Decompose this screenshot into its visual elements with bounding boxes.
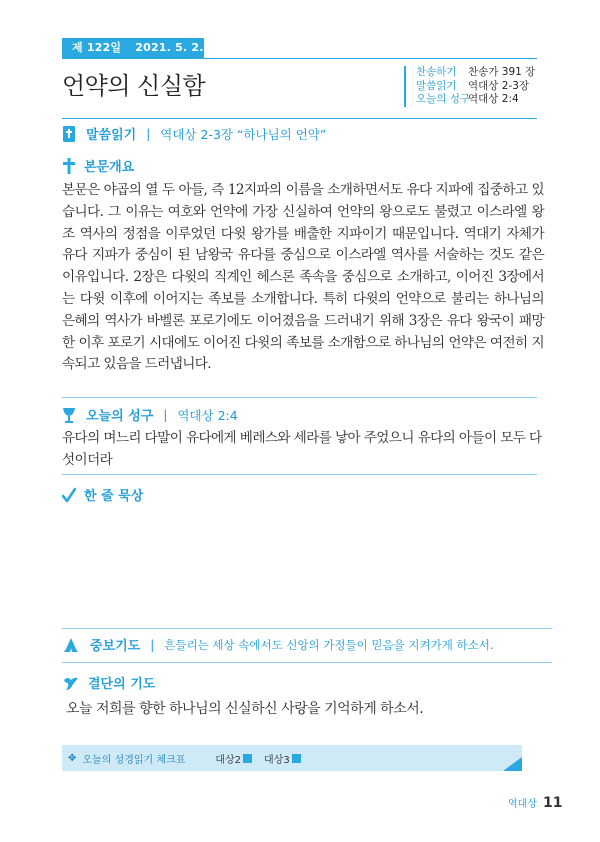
cross-icon: [62, 157, 76, 175]
decision-section-header: [62, 673, 155, 692]
info-value: 역대상 2-3장: [468, 79, 530, 92]
reading-checklist: [62, 745, 522, 771]
page-footer: [508, 795, 562, 811]
info-box: [404, 66, 556, 107]
checklist-item-label: 대상2: [215, 754, 242, 766]
reading-separator: |: [146, 126, 151, 141]
info-key: 오늘의 성구: [416, 93, 471, 105]
chalice-icon: [62, 406, 76, 424]
checklist-item[interactable]: [215, 751, 252, 766]
day-badge: [62, 38, 204, 74]
meditation-title: 한 줄 묵상: [84, 489, 144, 504]
bible-icon: [62, 125, 76, 143]
dove-icon: [62, 674, 80, 692]
verse-reference: 역대상 2:4: [177, 407, 238, 423]
prayer-separator: |: [150, 637, 155, 652]
divider: [62, 628, 552, 629]
info-value: 역대상 2:4: [468, 93, 519, 105]
prayer-section-header: [62, 635, 493, 654]
meditation-section-header: [62, 485, 143, 504]
checklist-label: 오늘의 성경읽기 체크표: [82, 754, 186, 766]
decision-title: 결단의 기도: [88, 677, 156, 692]
divider: [62, 474, 537, 475]
header-divider: [62, 118, 537, 119]
check-icon: [62, 487, 76, 503]
info-row-hymn: [416, 66, 556, 80]
checkbox[interactable]: [292, 754, 301, 763]
praying-hands-icon: [62, 636, 80, 654]
info-row-verse: [416, 93, 556, 107]
verse-title: 오늘의 성구: [86, 409, 154, 424]
reading-title: 말씀읽기: [86, 128, 137, 143]
divider: [62, 662, 552, 663]
day-label: 제 122일: [72, 41, 122, 54]
footer-book: 역대상: [508, 799, 537, 810]
checklist-item[interactable]: [264, 751, 301, 766]
date-label: 2021. 5. 2. 주: [72, 41, 204, 74]
decision-body: 오늘 저희를 향한 하나님의 신실하신 사랑을 기억하게 하소서.: [66, 701, 424, 717]
top-divider: [62, 58, 537, 59]
verse-separator: |: [163, 407, 168, 422]
info-row-reading: [416, 80, 556, 94]
info-key: 말씀읽기: [416, 79, 457, 92]
overview-title: 본문개요: [84, 160, 135, 175]
checkbox[interactable]: [243, 754, 252, 763]
prayer-title: 중보기도: [90, 639, 141, 654]
divider: [62, 397, 537, 398]
reading-section-header: [62, 124, 326, 143]
prayer-text: 흔들리는 세상 속에서도 신앙의 가정들이 믿음을 지켜가게 하소서.: [164, 637, 494, 652]
info-value: 찬송가 391 장: [468, 66, 536, 78]
verse-section-header: [62, 405, 238, 424]
diamond-icon: ✥: [68, 752, 77, 764]
page-number: 11: [542, 795, 563, 811]
page-corner-fold: [503, 757, 522, 771]
info-key: 찬송하기: [416, 66, 457, 78]
reading-reference: 역대상 2-3장 “하나님의 언약”: [160, 126, 327, 142]
page-title: 언약의 신실함: [62, 72, 206, 100]
overview-section-header: [62, 156, 134, 175]
overview-body: 본문은 야곱의 열 두 아들, 즉 12지파의 이름을 소개하면서도 유다 지파에 집중하고 있습니다. 그 이유는 여호와 언약에 가장 신실하여 언약의 왕으로도 불렸고 이스라엘 왕조 역사의 정점을 이루었던 다윗 왕가를 배출한 지파이기 때문입니다. 역대기 자체가 유다 지파가 중심이 된 남왕국 유다를 중심으로 이스라엘 역사를 서술하는 것도 같은 이유입니다. 2장은 다윗의 직계인 헤스론 족속을 중심으로 소개하고, 이어진 3장에서는 다윗 이후에 이어지는 족보를 소개합니다. 특히 다윗의 언약으로 불리는 하나님의 은혜의 역사가 바벨론 포로기에도 이어졌음을 드러내기 위해 3장은 유다 왕국이 패망한 이후 포로기 시대에도 이어진 다윗의 족보를 소개함으로 하나님의 언약은 여전히 지속되고 있음을 드러냅니다.: [62, 182, 544, 373]
verse-body: 유다의 며느리 다말이 유다에게 베레스와 세라를 낳아 주었으니 유다의 아들이 모두 다섯이더라: [62, 430, 542, 468]
checklist-item-label: 대상3: [264, 754, 290, 766]
